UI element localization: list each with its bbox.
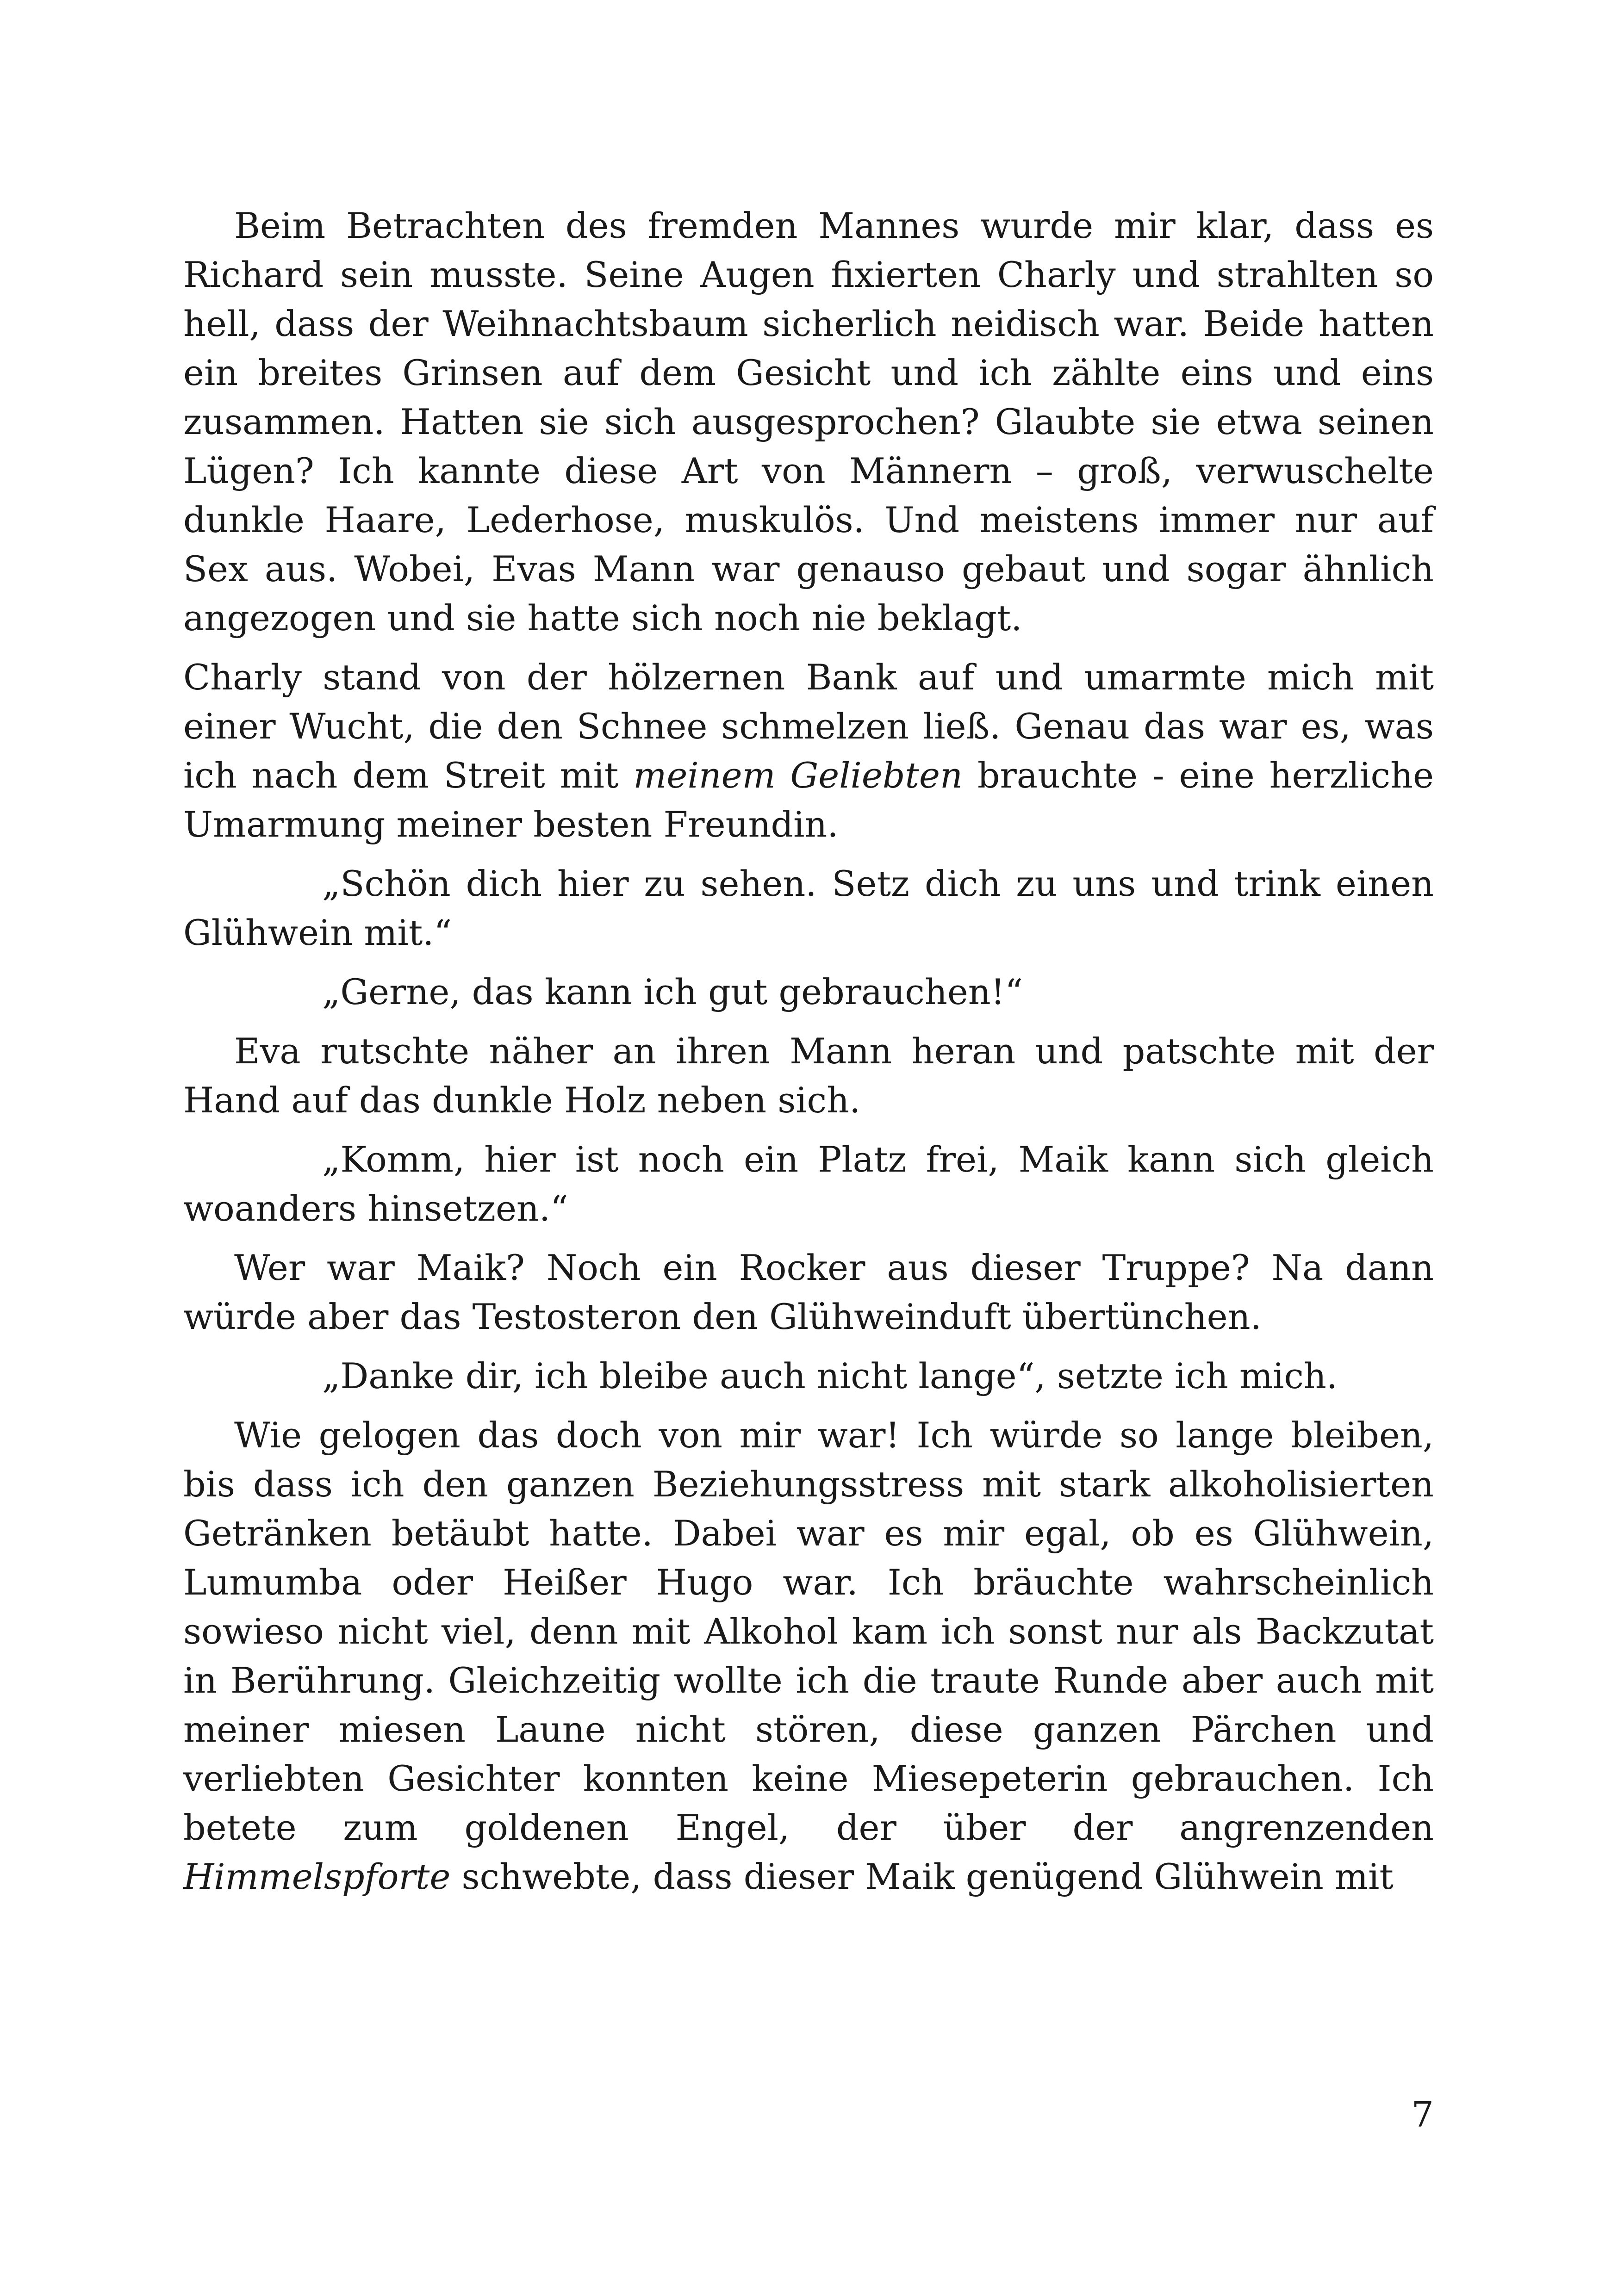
text-run: Wie gelogen das doch von mir war! Ich würde so lange bleiben, bis dass ich den ganzen Beziehungsstress mit stark alkoholisierten Getränken betäubt hatte. Dabei war es mir egal, ob es Glühwein, Lumumba oder Heißer Hugo war. Ich bräuchte wahrscheinlich sowieso nicht viel, denn mit Alkohol kam ich sonst nur als Backzutat in Berührung. Gleichzeitig wollte ich die traute Runde aber auch mit meiner miesen Laune nicht stören, diese ganzen Pärchen und verliebten Gesichter konnten keine Miesepeterin gebrauchen. Ich betete zum goldenen Engel, der über der angrenzenden [183, 1415, 1434, 1848]
text-run: schwebte, dass dieser Maik genügend Glühwein mit [450, 1856, 1394, 1897]
dialogue-paragraph [183, 859, 1434, 957]
text-run: Eva rutschte näher an ihren Mann heran und patschte mit der Hand auf das dunkle Holz neben sich. [183, 1030, 1434, 1121]
text-run: „Danke dir, ich bleibe auch nicht lange“, setzte ich mich. [322, 1355, 1338, 1396]
text-run: „Schön dich hier zu sehen. Setz dich zu uns und trink einen Glühwein mit.“ [183, 863, 1434, 953]
italic-text-run: meinem Geliebten [633, 755, 963, 796]
text-run: brauchte - eine herzliche Umarmung meiner besten Freundin. [183, 755, 1434, 845]
dialogue-paragraph [183, 968, 1434, 1017]
text-run: Wer war Maik? Noch ein Rocker aus dieser Truppe? Na dann würde aber das Testosteron den Glühweinduft übertünchen. [183, 1247, 1434, 1337]
body-text [183, 201, 1434, 1911]
italic-text-run: Himmelspforte [183, 1856, 451, 1897]
paragraph [183, 201, 1434, 643]
text-run: „Komm, hier ist noch ein Platz frei, Maik kann sich gleich woanders hinsetzen.“ [183, 1139, 1434, 1229]
paragraph [183, 1243, 1434, 1341]
paragraph [183, 1411, 1434, 1901]
dialogue-paragraph [183, 1135, 1434, 1233]
paragraph [183, 653, 1434, 849]
page-number: 7 [1411, 2094, 1434, 2135]
text-run: „Gerne, das kann ich gut gebrauchen!“ [322, 971, 1023, 1012]
paragraph [183, 1027, 1434, 1125]
text-run: Charly stand von der hölzernen Bank auf und umarmte mich mit einer Wucht, die den Schnee schmelzen ließ. Genau das war es, was ich nach dem Streit mit [183, 657, 1434, 796]
text-run: Beim Betrachten des fremden Mannes wurde mir klar, dass es Richard sein musste. Seine Augen fixierten Charly und strahlten so hell, dass der Weihnachtsbaum sicherlich neidisch war. Beide hatten ein breites Grinsen auf dem Gesicht und ich zählte eins und eins zusammen. Hatten sie sich ausgesprochen? Glaubte sie etwa seinen Lügen? Ich kannte diese Art von Männern – groß, verwuschelte dunkle Haare, Lederhose, muskulös. Und meistens immer nur auf Sex aus. Wobei, Evas Mann war genauso gebaut und sogar ähnlich angezogen und sie hatte sich noch nie beklagt. [183, 205, 1434, 639]
dialogue-paragraph [183, 1352, 1434, 1401]
